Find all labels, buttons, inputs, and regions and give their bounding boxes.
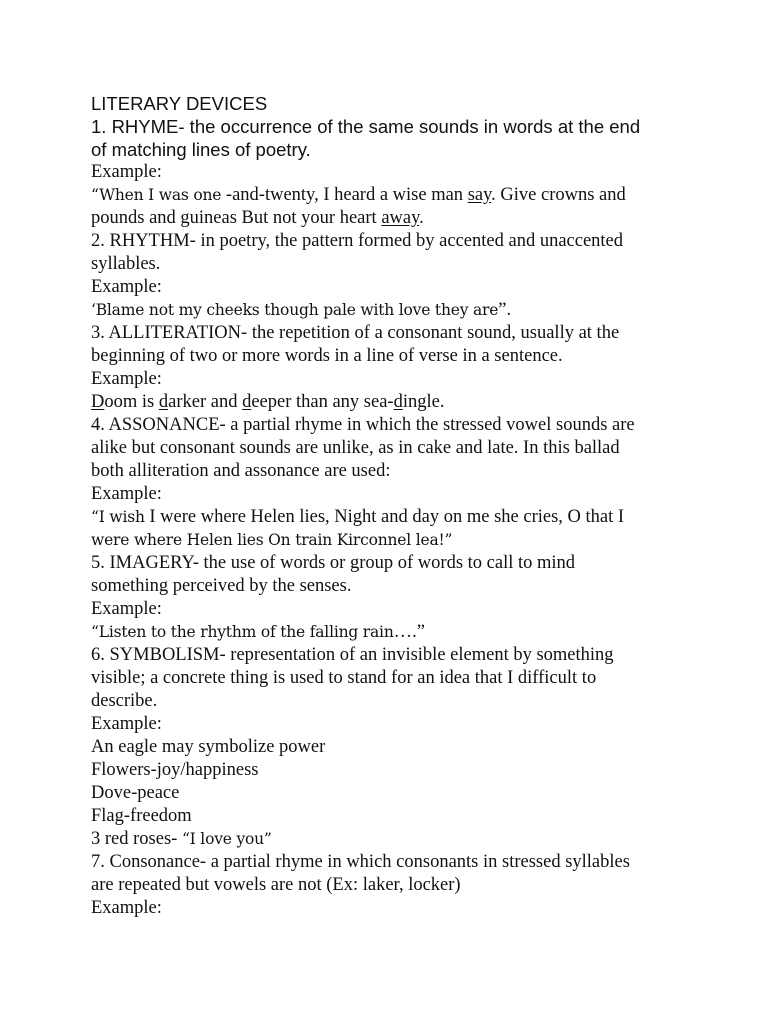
symbolism-example-label: Example:	[91, 714, 162, 734]
imagery-heading-line-2: something perceived by the senses.	[91, 576, 352, 596]
rhyme-example-text-2: pounds and guineas But not your heart	[91, 208, 382, 228]
rhyme-example-line-1	[91, 184, 691, 207]
rhythm-example-label: Example:	[91, 277, 162, 297]
imagery-example-label: Example:	[91, 599, 162, 619]
rhythm-heading-line-2: syllables.	[91, 254, 161, 274]
assonance-example-line-1	[91, 506, 691, 529]
rhyme-example-label: Example:	[91, 162, 162, 182]
symbolism-item-flag: Flag-freedom	[91, 806, 192, 826]
consonance-heading-line-2: are repeated but vowels are not (Ex: laker, locker)	[91, 875, 461, 895]
symbolism-item-roses	[91, 828, 691, 851]
imagery-example-quote: “Listen to the rhythm of the falling rain	[91, 623, 394, 641]
rhythm-example-end: ”.	[498, 300, 512, 320]
rhyme-example-period: .	[419, 208, 424, 228]
alliteration-text-4: ingle.	[402, 392, 445, 412]
alliteration-example-label: Example:	[91, 369, 162, 389]
consonance-heading-line-1: 7. Consonance- a partial rhyme in which consonants in stressed syllables	[91, 852, 630, 872]
rhyme-example-quote: “When I was one	[91, 186, 222, 204]
rhyme-heading-line-2: of matching lines of poetry.	[91, 139, 311, 160]
alliteration-heading-line-2: beginning of two or more words in a line of verse in a sentence.	[91, 346, 563, 366]
assonance-example-quote: “I wish	[91, 508, 145, 526]
imagery-example-line	[91, 621, 691, 644]
assonance-heading-line-3: both alliteration and assonance are used:	[91, 461, 391, 481]
symbolism-heading-line-3: describe.	[91, 691, 158, 711]
rhyme-example-text: -and-twenty, I heard a wise man	[221, 185, 468, 205]
rhythm-example-quote: ‘Blame not my cheeks though pale with love they are	[91, 301, 499, 319]
alliteration-example-line	[91, 391, 691, 414]
alliteration-letter-3: d	[242, 392, 252, 412]
document-page	[91, 92, 691, 920]
rhyme-heading-line-1: 1. RHYME- the occurrence of the same sounds in words at the end	[91, 116, 641, 137]
alliteration-letter-2: d	[158, 392, 169, 412]
imagery-example-end: ….”	[393, 622, 425, 642]
symbolism-heading-line-2: visible; a concrete thing is used to stand for an idea that I difficult to	[91, 668, 597, 688]
document-title: LITERARY DEVICES	[91, 93, 268, 114]
rhyme-example-text-end: . Give crowns and	[491, 185, 626, 205]
symbolism-item-flowers: Flowers-joy/happiness	[91, 760, 259, 780]
rhythm-heading-line-1: 2. RHYTHM- in poetry, the pattern formed by accented and unaccented	[91, 231, 624, 251]
symbolism-item-dove: Dove-peace	[91, 783, 180, 803]
assonance-example-line-2: were where Helen lies On train Kirconnel lea!”	[91, 531, 453, 549]
rhyme-word-away: away	[381, 208, 420, 228]
alliteration-heading-line-1: 3. ALLITERATION- the repetition of a consonant sound, usually at the	[91, 323, 620, 343]
rhyme-example-line-2	[91, 207, 691, 230]
assonance-heading-line-1: 4. ASSONANCE- a partial rhyme in which the stressed vowel sounds are	[91, 415, 635, 435]
alliteration-text-2: arker and	[168, 392, 243, 412]
consonance-example-label: Example:	[91, 898, 162, 918]
assonance-heading-line-2: alike but consonant sounds are unlike, as in cake and late. In this ballad	[91, 438, 620, 458]
alliteration-text-3: eeper than any sea-	[251, 392, 394, 412]
alliteration-letter-1: D	[91, 392, 105, 412]
symbolism-item-eagle: An eagle may symbolize power	[91, 737, 326, 757]
rhythm-example-line	[91, 299, 691, 322]
symbolism-roses-label: 3 red roses-	[91, 829, 182, 849]
assonance-example-text: I were where Helen lies, Night and day on me she cries, O that I	[144, 507, 625, 527]
symbolism-heading-line-1: 6. SYMBOLISM- representation of an invisible element by something	[91, 645, 614, 665]
imagery-heading-line-1: 5. IMAGERY- the use of words or group of words to call to mind	[91, 553, 576, 573]
alliteration-letter-4: d	[393, 392, 403, 412]
assonance-example-label: Example:	[91, 484, 162, 504]
symbolism-roses-quote: “I love you”	[181, 830, 272, 848]
rhyme-word-say: say	[467, 185, 492, 205]
alliteration-text-1: oom is	[104, 392, 159, 412]
